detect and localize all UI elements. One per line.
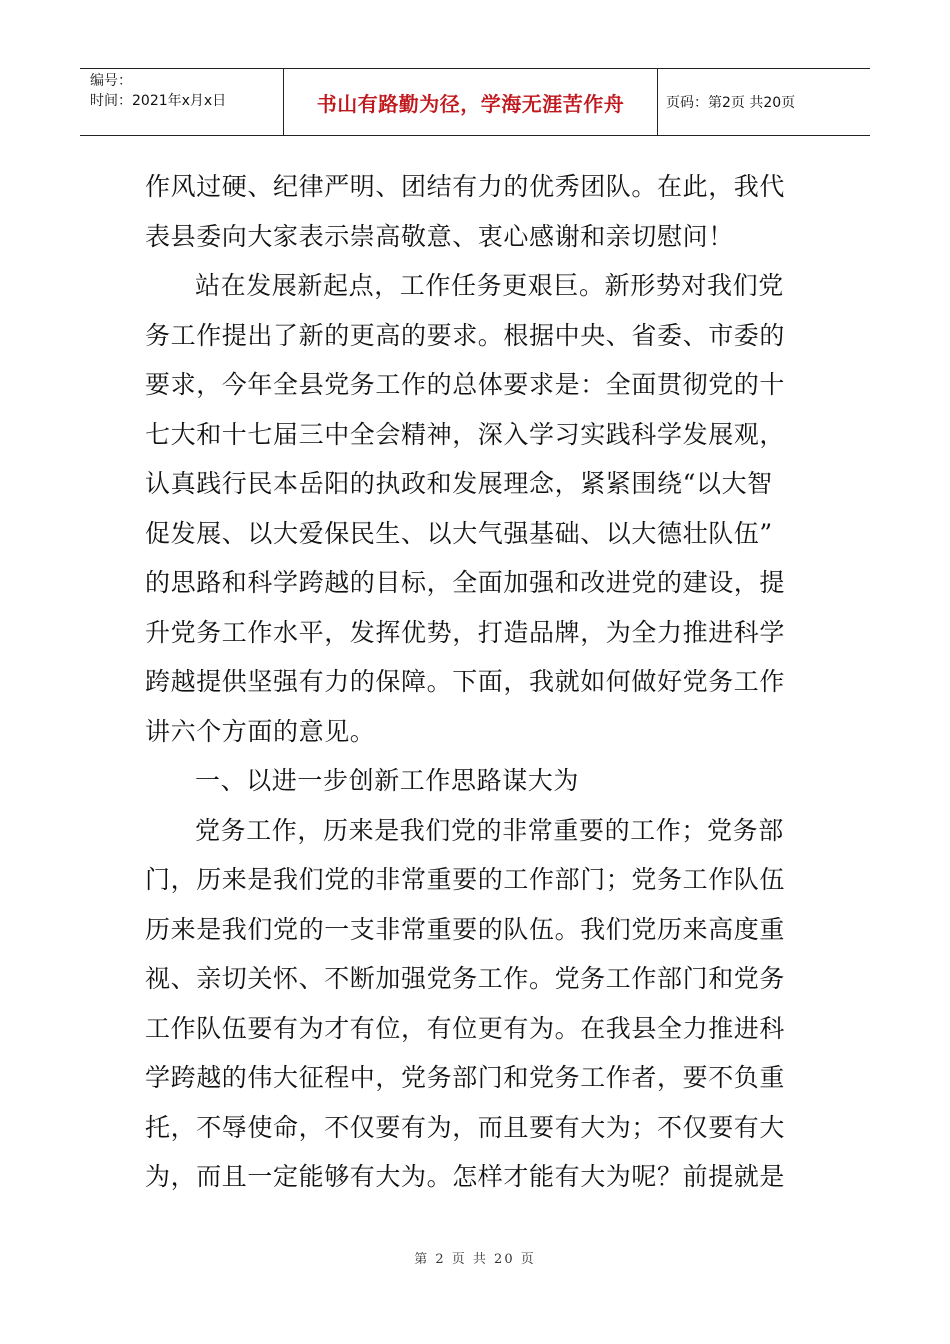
body-line: 讲六个方面的意见。: [145, 716, 376, 746]
body-line: 作风过硬、纪律严明、团结有力的优秀团队。在此，我代: [145, 172, 786, 201]
section-heading: 一、以进一步创新工作思路谋大为: [195, 766, 580, 795]
serial-label: 编号：: [90, 73, 132, 89]
page-footer: [0, 1248, 950, 1267]
body-line: 促发展、以大爱保民生、以大气强基础、以大德壮队伍”: [145, 518, 773, 548]
body-line: 历来是我们党的一支非常重要的队伍。我们党历来高度重: [145, 914, 786, 944]
footer-page-label: 第 2 页 共 20 页: [414, 1252, 536, 1267]
header-motto-cell: [283, 69, 658, 135]
header-page-info: [658, 69, 870, 135]
body-line: 工作队伍要有为才有位，有位更有为。在我县全力推进科: [145, 1013, 786, 1043]
body-line: 学跨越的伟大征程中，党务部门和党务工作者，要不负重: [145, 1063, 786, 1092]
body-line: 表县委向大家表示崇高敬意、衷心感谢和亲切慰问！: [145, 221, 734, 251]
body-line: 认真践行民本岳阳的执政和发展理念，紧紧围绕“以大智: [145, 469, 773, 498]
body-line: 托，不辱使命，不仅要有为，而且要有大为；不仅要有大: [145, 1112, 786, 1142]
motto-text: 书山有路勤为径，学海无涯苦作舟: [316, 91, 625, 116]
body-line: 七大和十七届三中全会精神，深入学习实践科学发展观，: [145, 419, 786, 449]
paragraph-start-line: 站在发展新起点，工作任务更艰巨。新形势对我们党: [195, 271, 784, 300]
body-line: 要求，今年全县党务工作的总体要求是：全面贯彻党的十: [145, 370, 786, 399]
document-header: [80, 68, 870, 136]
body-line: 升党务工作水平，发挥优势，打造品牌，为全力推进科学: [145, 617, 786, 647]
body-line: 务工作提出了新的更高的要求。根据中央、省委、市委的: [145, 320, 786, 350]
body-line: 门，历来是我们党的非常重要的工作部门；党务工作队伍: [145, 865, 786, 894]
page-info-text: 页码：第2页 共20页: [666, 95, 796, 111]
paragraph-start-line: 党务工作，历来是我们党的非常重要的工作；党务部: [195, 815, 784, 845]
body-line: 跨越提供坚强有力的保障。下面，我就如何做好党务工作: [145, 667, 786, 696]
document-body: [145, 162, 810, 1202]
body-line: 的思路和科学跨越的目标，全面加强和改进党的建设，提: [145, 568, 786, 597]
header-meta: [80, 69, 283, 135]
time-label: 时间：2021年x月x日: [90, 93, 227, 109]
body-line: 为，而且一定能够有大为。怎样才能有大为呢？前提就是: [145, 1162, 786, 1191]
body-line: 视、亲切关怀、不断加强党务工作。党务工作部门和党务: [145, 964, 786, 993]
